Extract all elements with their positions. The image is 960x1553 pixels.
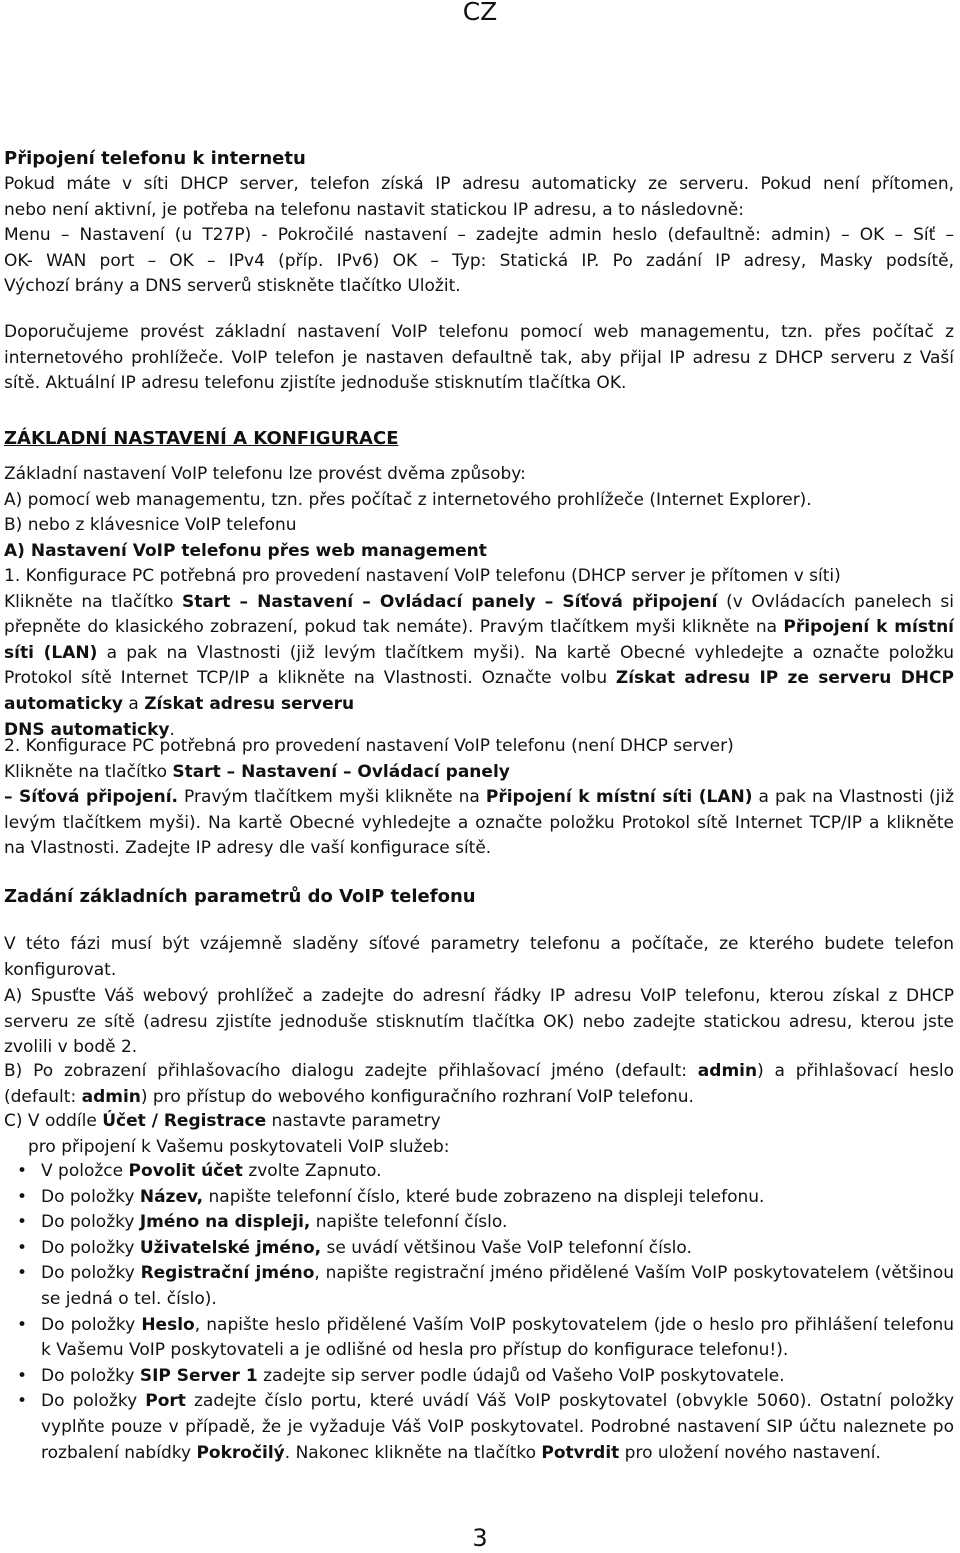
text-run: a pak na Vlastnosti (již levým tlačítkem myši). Na kartě Obecné vyhledejte a označte položku Protokol sítě Internet TCP/IP a klikněte na Vlastnosti. Zadejte IP adresy dle vaší konfigurace sítě. [4,787,954,859]
text-line: nebo není aktivní, je potřeba na telefonu nastavit statickou IP adresu, a to následovně: [4,199,744,220]
section-title-basic-config: ZÁKLADNÍ NASTAVENÍ A KONFIGURACE [4,428,399,449]
text-run: , napište registrační jméno přidělené Vaším VoIP poskytovatelem (většinou se jedná o tel. číslo). [41,1263,954,1309]
list-item [4,1364,954,1390]
text-run: Do položky [41,1263,141,1284]
bold-run: SIP Server 1 [139,1365,258,1386]
text-run: Do položky [41,1237,140,1258]
bold-run: Start – Nastavení – Ovládací panely – Síťová připojení [182,591,718,612]
recommendation-paragraph: Doporučujeme provést základní nastavení VoIP telefonu pomocí web managementu, tzn. přes počítač z internetového prohlížeče. VoIP telefon je nastaven defaultně tak, aby přijal IP adresu z DHCP serveru z Vaší sítě. Aktuální IP adresu telefonu zjistíte jednoduše stisknutím tlačítka OK. [4,322,954,394]
text-run: napište telefonní číslo. [310,1212,508,1233]
text-run: nastavte parametry [266,1111,441,1131]
text-run: ) pro přístup do webového konfiguračního rozhraní VoIP telefonu. [140,1086,694,1107]
text-run: Do položky [41,1186,140,1207]
text-run: pro uložení nového nastavení. [619,1442,881,1463]
text-run: ) a přihlašovací heslo (default: [4,1061,955,1107]
text-run: zadejte číslo portu, které uvádí Váš VoIP poskytovatel (obvykle 5060). Ostatní položky vyplňte pouze v případě, že je vyžaduje Váš VoIP poskytovatel. Podrobné nastavení SIP účtu naleznete po rozbalení nabídky [41,1391,954,1463]
bold-run: Uživatelské jméno, [139,1237,322,1258]
text-run: Do položky [41,1365,140,1386]
bold-run: Potvrdit [541,1442,620,1463]
bold-run: Získat adresu IP ze serveru DHCP automaticky [4,668,954,714]
account-settings-list [4,1159,954,1466]
list-item [4,1210,954,1236]
list-item [4,1389,954,1466]
step-1-heading: 1. Konfigurace PC potřebná pro provedení nastavení VoIP telefonu (DHCP server je přítomen v síti) [4,566,841,586]
text-run: B) Po zobrazení přihlašovacího dialogu zadejte přihlašovací jméno (default: [4,1061,698,1081]
text-run: napište telefonní číslo, které bude zobrazeno na displeji telefonu. [203,1186,765,1207]
text-run: C) V oddíle [4,1111,103,1131]
bold-run: DNS automaticky [4,719,170,740]
bullet-icon: • [17,1314,28,1335]
text-line: Pokud máte v síti DHCP server, telefon získá IP adresu automaticky ze serveru. Pokud není přítomen, [4,174,954,194]
bold-run: Připojení k místní síti (LAN) [485,787,753,808]
bold-run: Povolit účet [128,1161,243,1181]
bold-run: Heslo [141,1314,195,1335]
text-run: Pravým tlačítkem myši klikněte na [177,787,486,808]
parameters-intro: V této fázi musí být vzájemně sladěny síťové parametry telefonu a počítače, ze kterého budete telefon konfigurovat. [4,934,954,980]
bold-run: Start – Nastavení – Ovládací panely [172,761,510,782]
text-run: Do položky [41,1212,140,1233]
text-line: Menu – Nastavení (u T27P) - Pokročilé nastavení – zadejte admin heslo (defaultně: admin) – OK – Síť – [4,225,954,246]
bold-run: Jméno na displeji, [139,1212,311,1233]
text-run: se uvádí většinou Vaše VoIP telefonní číslo. [321,1237,692,1258]
bold-run: Název, [139,1186,204,1207]
subsection-web-management: A) Nastavení VoIP telefonu přes web management [4,540,487,561]
connection-paragraph [4,172,954,300]
bold-run: Pokročilý [196,1442,285,1463]
list-item [4,1236,954,1262]
bold-run: Registrační jméno [140,1263,315,1284]
paragraph-c-account [4,1109,954,1160]
text-run: Klikněte na tlačítko [4,761,173,782]
bullet-icon: • [17,1186,28,1207]
text-run: . [169,719,175,740]
bullet-icon: • [17,1365,28,1386]
text-run: Klikněte na tlačítko [4,591,183,612]
option-a: A) pomocí web managementu, tzn. přes počítač z internetového prohlížeče (Internet Explorer). [4,489,812,510]
text-run: , napište heslo přidělené Vaším VoIP poskytovatelem (jde o heslo pro přihlášení telefonu k Vašemu VoIP poskytovateli a je odlišné od hesla pro přístup do konfigurace telefonu!). [41,1314,954,1361]
text-run: zvolte Zapnuto. [242,1161,382,1181]
bold-run: – Síťová připojení. [4,787,178,808]
paragraph-b-login [4,1059,954,1110]
list-item [4,1313,954,1364]
bold-run: Účet / Registrace [102,1111,267,1131]
list-item [4,1261,954,1312]
bullet-icon: • [17,1391,28,1412]
bold-run: admin [697,1061,758,1081]
bullet-icon: • [17,1263,28,1284]
bullet-icon: • [17,1212,28,1233]
bullet-icon: • [17,1161,28,1181]
config-options [4,462,954,564]
list-item [4,1185,954,1211]
text-line: Výchozí brány a DNS serverů stiskněte tlačítko Uložit. [4,276,461,297]
config-intro: Základní nastavení VoIP telefonu lze provést dvěma způsoby: [4,464,526,484]
language-header: CZ [462,0,498,26]
option-b: B) nebo z klávesnice VoIP telefonu [4,515,297,536]
text-run: . Nakonec klikněte na tlačítko [284,1442,542,1463]
text-run: Do položky [41,1314,142,1335]
text-run: a [122,693,145,714]
text-run: a pak na Vlastnosti (již levým tlačítkem myši). Na kartě Obecné vyhledejte a označte položku Protokol sítě Internet TCP/IP a klikněte na Vlastnosti. Označte volbu [4,642,954,689]
step-2-heading: 2. Konfigurace PC potřebná pro provedení nastavení VoIP telefonu (není DHCP server) [4,736,734,756]
paragraph-a-browser: A) Spusťte Váš webový prohlížeč a zadejte do adresní řádky IP adresu VoIP telefonu, kterou získal z DHCP serveru ze sítě (adresu zjistíte jednoduše stisknutím tlačítka OK) nebo zadejte statickou adresu, kterou jste zvolili v bodě 2. [4,986,954,1058]
text-run: V položce [41,1161,129,1181]
bold-run: Připojení k místní síti (LAN) [4,617,954,663]
section-title-connection: Připojení telefonu k internetu [4,148,306,169]
text-line: OK- WAN port – OK – IPv4 (příp. IPv6) OK – Typ: Statická IP. Po zadání IP adresy, Masky podsítě, [4,250,954,271]
bullet-icon: • [17,1237,28,1258]
text-run: zadejte sip server podle údajů od Vašeho VoIP poskytovatele. [257,1365,785,1386]
list-item [4,1159,954,1185]
bold-run: Port [145,1391,186,1412]
step-2-static [4,734,954,862]
page-number: 3 [472,1524,488,1552]
text-run: pro připojení k Vašemu poskytovateli VoIP služeb: [28,1136,450,1157]
text-run: Do položky [41,1391,146,1412]
text-run: (v Ovládacích panelech si přepněte do klasického zobrazení, pokud tak nemáte). Pravým tlačítkem myši klikněte na [4,591,954,638]
step-1-dhcp [4,564,954,743]
section-title-parameters: Zadání základních parametrů do VoIP telefonu [4,886,476,907]
bold-run: admin [81,1086,141,1107]
bold-run: Získat adresu serveru [144,693,355,714]
